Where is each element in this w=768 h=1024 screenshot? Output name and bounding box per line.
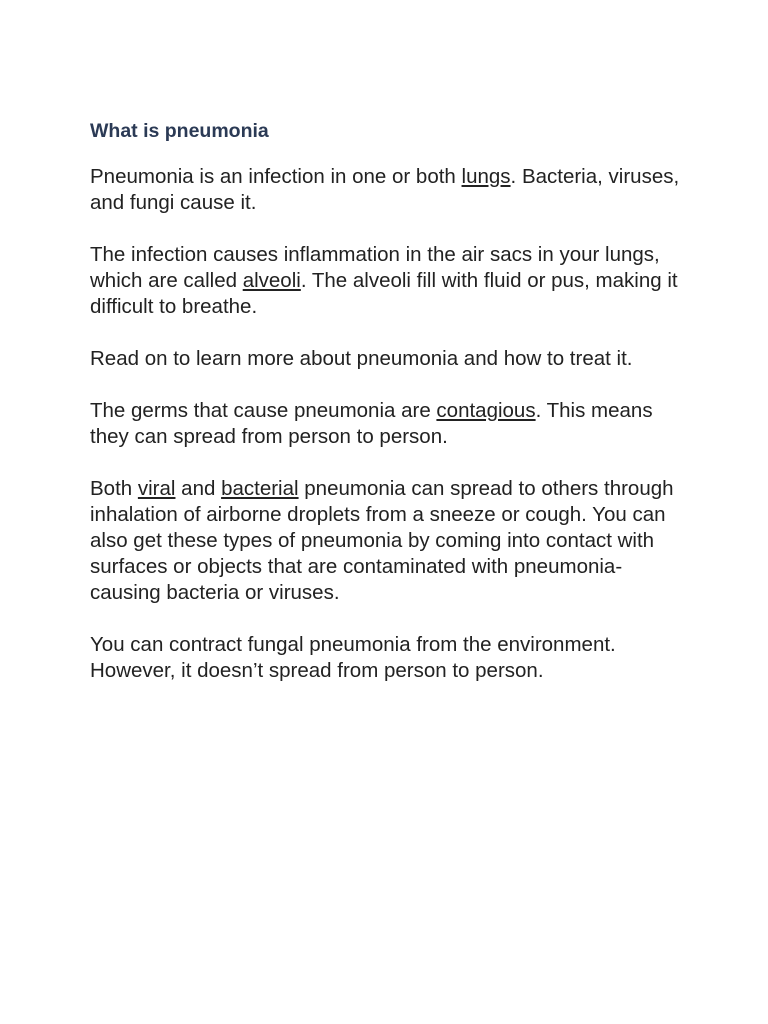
text-segment: and <box>175 477 222 500</box>
paragraph-definition <box>90 164 690 216</box>
text-segment: . The alveoli fill with fluid or pus, making it difficult to breathe. <box>90 269 678 318</box>
text-segment: Pneumonia is an infection in one or both <box>90 165 462 188</box>
paragraph-contagious <box>90 398 690 450</box>
text-segment: The germs that cause pneumonia are <box>90 399 437 422</box>
text-segment: pneumonia can spread to others through inhalation of airborne droplets from a sneeze or cough. You can also get these types of pneumonia by coming into contact with surfaces or objects that are contaminated with pneumonia-causing bacteria or viruses. <box>90 477 674 604</box>
document-title: What is pneumonia <box>90 120 269 142</box>
link-lungs[interactable]: lungs <box>461 165 511 188</box>
text-segment: Read on to learn more about pneumonia and how to treat it. <box>90 347 633 370</box>
paragraph-fungal <box>90 632 690 684</box>
text-segment: . Bacteria, viruses, and fungi cause it. <box>90 165 680 214</box>
link-bacterial[interactable]: bacterial <box>221 477 299 500</box>
paragraph-inflammation <box>90 242 690 320</box>
link-alveoli[interactable]: alveoli <box>242 269 301 292</box>
document-page <box>90 118 690 710</box>
text-segment: . This means they can spread from person to person. <box>90 399 653 448</box>
text-segment: You can contract fungal pneumonia from the environment. However, it doesn’t spread from person to person. <box>90 633 616 682</box>
link-contagious[interactable]: contagious <box>436 399 536 422</box>
paragraph-read-on <box>90 346 690 372</box>
paragraph-spread <box>90 476 690 606</box>
text-segment: The infection causes inflammation in the air sacs in your lungs, which are called <box>90 243 660 292</box>
link-viral[interactable]: viral <box>137 477 176 500</box>
text-segment: Both <box>90 477 138 500</box>
